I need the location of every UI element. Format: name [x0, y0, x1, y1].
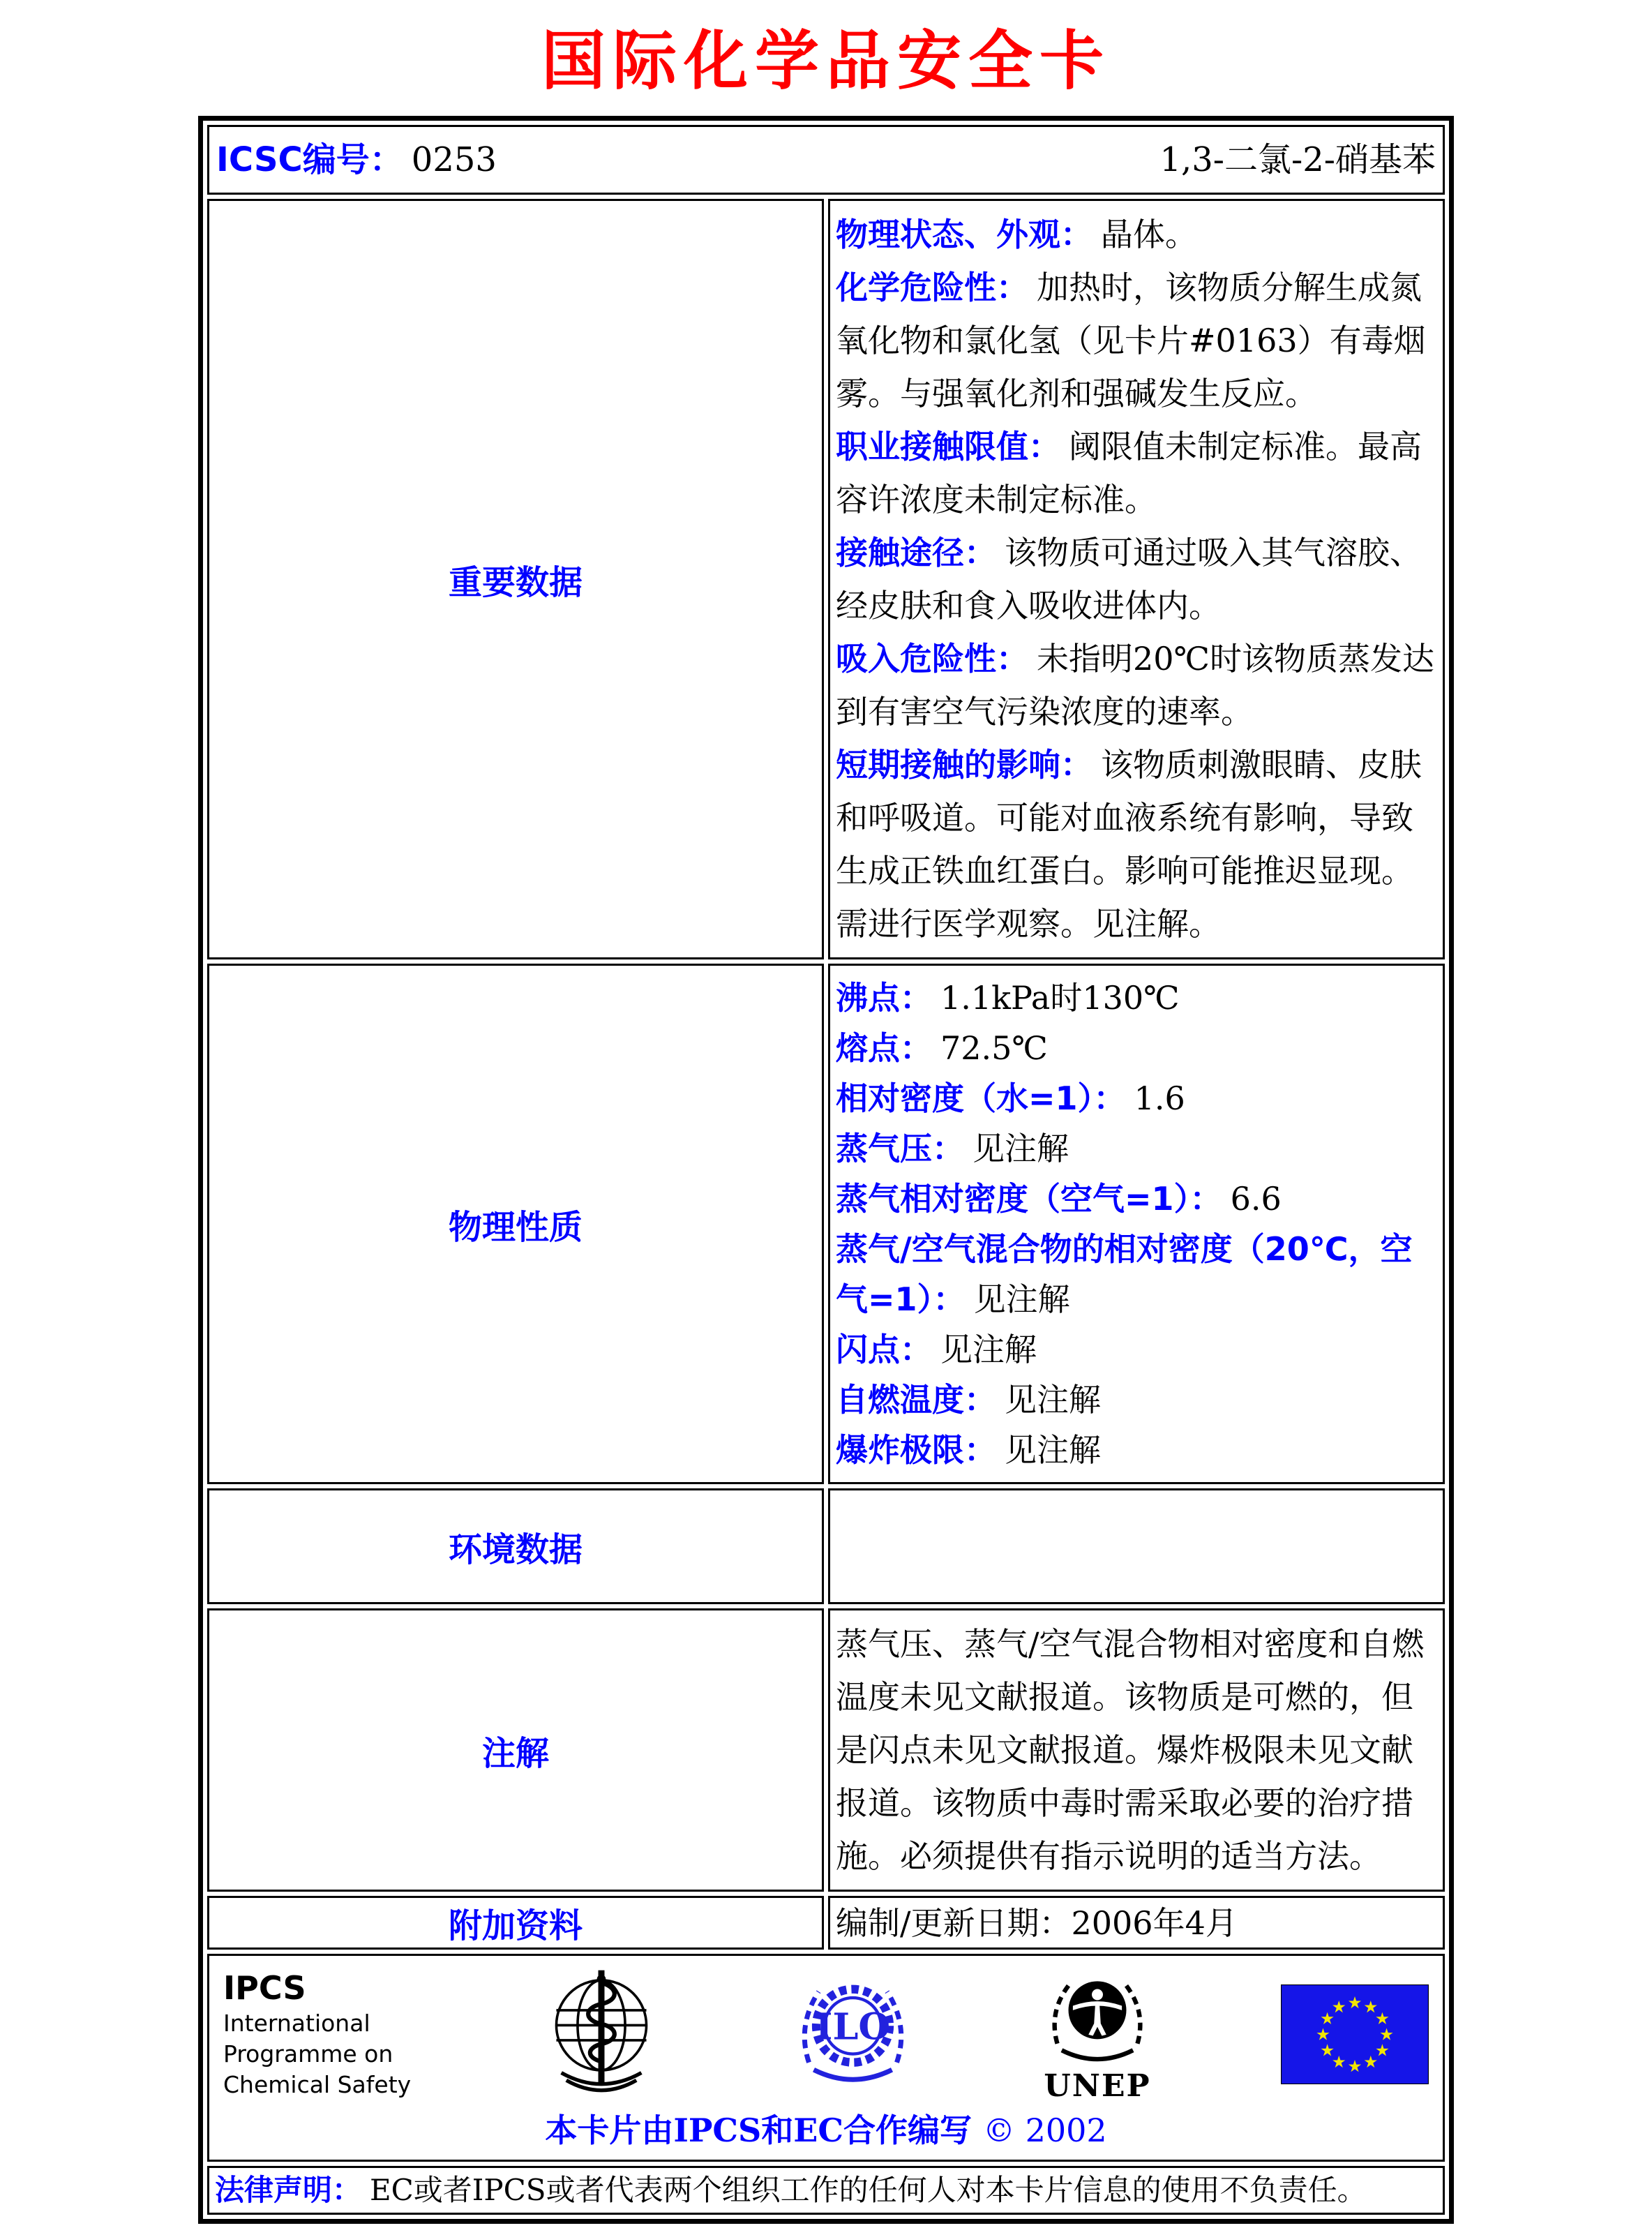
- important-data-item: 职业接触限值： 阈限值未制定标准。最高容许浓度未制定标准。: [836, 428, 1422, 518]
- section-content-notes: [828, 1608, 1445, 1892]
- important-data-item: 物理状态、外观： 晶体。: [836, 216, 1197, 253]
- legal-notice-text: EC或者IPCS或者代表两个组织工作的任何人对本卡片信息的使用不负责任。: [370, 2173, 1367, 2207]
- ilo-logo-icon: [792, 1966, 914, 2102]
- section-label-notes: 注解: [207, 1608, 824, 1892]
- ipcs-line1: International: [223, 2010, 370, 2037]
- legal-notice-label: 法律声明：: [215, 2173, 362, 2207]
- important-data-item: 接触途径： 该物质可通过吸入其气溶胶、经皮肤和食入吸收进体内。: [836, 534, 1422, 625]
- section-content-additional-info: [828, 1896, 1445, 1950]
- icsc-number-value: 0253: [411, 140, 497, 179]
- chemical-name: 1,3-二氯-2-硝基苯: [1159, 140, 1436, 179]
- page-title: 国际化学品安全卡: [541, 23, 1111, 98]
- section-content-environmental-data: [828, 1488, 1445, 1604]
- ipcs-acronym: IPCS: [223, 1969, 306, 2007]
- section-label-important-data: 重要数据: [207, 199, 824, 959]
- physical-property-item: 沸点： 1.1kPa时130℃: [836, 979, 1180, 1017]
- physical-property-item: 相对密度（水=1）： 1.6: [836, 1079, 1185, 1117]
- legal-row: [207, 2166, 1445, 2215]
- section-label-environmental-data: 环境数据: [207, 1488, 824, 1604]
- ipcs-line3: Chemical Safety: [223, 2071, 412, 2098]
- card-header-row: [207, 125, 1445, 195]
- ipcs-text-block: [223, 1968, 411, 2100]
- legal-notice: [215, 2172, 1437, 2208]
- section-content-physical-properties: [828, 964, 1445, 1484]
- physical-property-item: 闪点： 见注解: [836, 1331, 1037, 1368]
- important-data-item: 短期接触的影响： 该物质刺激眼睛、皮肤和呼吸道。可能对血液系统有影响，导致生成正铁血红蛋白。影响可能推迟显现。需进行医学观察。见注解。: [836, 746, 1422, 943]
- physical-property-item: 蒸气/空气混合物的相对密度（20℃，空气=1）： 见注解: [836, 1230, 1413, 1318]
- icsc-page: [0, 10, 1652, 2224]
- icsc-number: [216, 139, 497, 181]
- icsc-number-label: ICSC编号：: [216, 140, 403, 179]
- important-data-item: 化学危险性： 加热时，该物质分解生成氮氧化物和氯化氢（见卡片#0163）有毒烟雾。与强氧化剂和强碱发生反应。: [836, 269, 1426, 412]
- physical-property-item: 自燃温度： 见注解: [836, 1381, 1101, 1419]
- copyright-text: © 2002: [982, 2111, 1107, 2149]
- unep-caption: UNEP: [1044, 2068, 1151, 2104]
- notes-text: 蒸气压、蒸气/空气混合物相对密度和自燃温度未见文献报道。该物质是可燃的，但是闪点未见文献报道。爆炸极限未见文献报道。该物质中毒时需采取必要的治疗措施。必须提供有指示说明的适当方法。: [836, 1625, 1425, 1875]
- eu-flag-icon: [1281, 1984, 1429, 2084]
- ipcs-line2: Programme on: [223, 2040, 393, 2068]
- section-label-additional-info: 附加资料: [207, 1896, 824, 1950]
- unep-logo-icon: [1042, 1966, 1153, 2102]
- logos-row: [207, 1954, 1445, 2162]
- cooperation-line: [223, 2111, 1429, 2150]
- physical-property-item: 蒸气相对密度（空气=1）： 6.6: [836, 1180, 1282, 1218]
- who-logo-icon: [539, 1968, 664, 2100]
- physical-property-item: 蒸气压： 见注解: [836, 1130, 1069, 1167]
- section-label-physical-properties: 物理性质: [207, 964, 824, 1484]
- section-content-important-data: [828, 199, 1445, 959]
- important-data-item: 吸入危险性： 未指明20℃时该物质蒸发达到有害空气污染浓度的速率。: [836, 640, 1434, 731]
- svg-text:ILO: ILO: [815, 2005, 891, 2048]
- icsc-card-table: [198, 116, 1454, 2224]
- update-date-text: 编制/更新日期：2006年4月: [836, 1904, 1238, 1942]
- cooperation-text: 本卡片由IPCS和EC合作编写: [545, 2111, 972, 2149]
- physical-property-item: 爆炸极限： 见注解: [836, 1431, 1101, 1469]
- physical-property-item: 熔点： 72.5℃: [836, 1029, 1048, 1067]
